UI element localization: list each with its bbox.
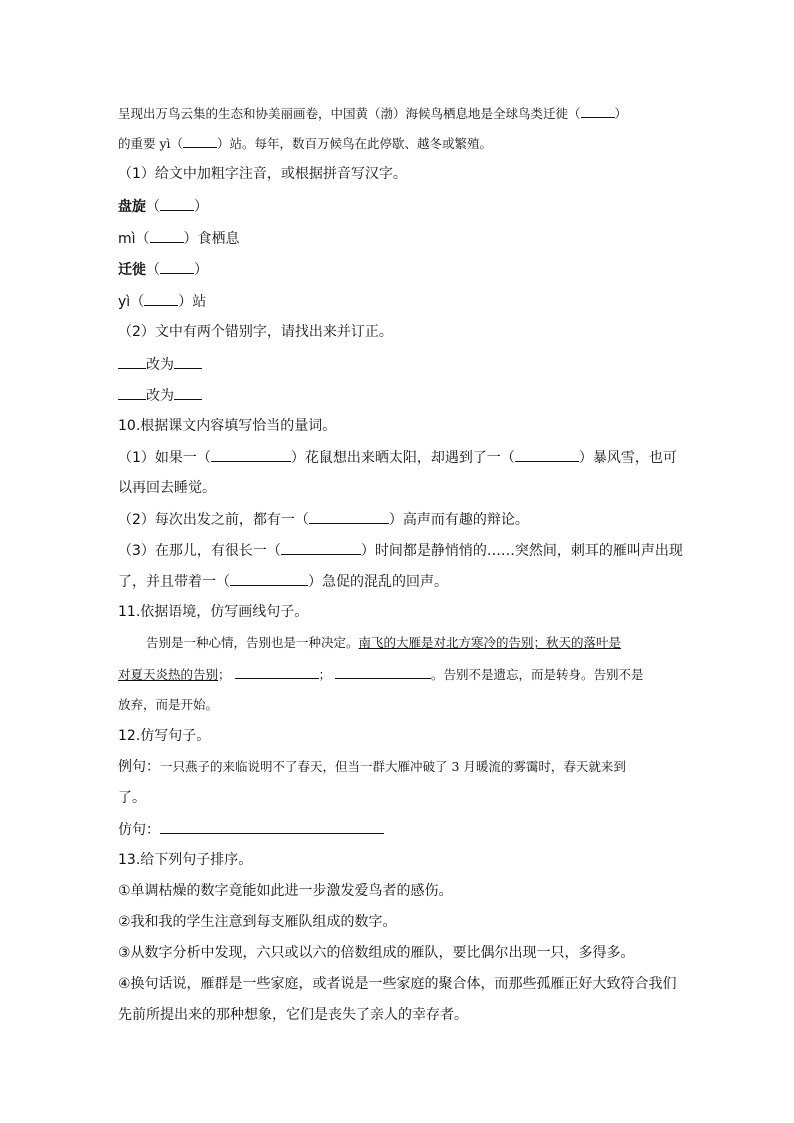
answer-blank[interactable]	[235, 664, 319, 679]
answer-blank[interactable]	[174, 385, 202, 400]
q9-item-2: mì（ ）食栖息	[118, 228, 240, 249]
answer-blank[interactable]	[230, 571, 308, 586]
answer-blank[interactable]	[144, 291, 178, 306]
passage-line-2: 的重要 yì（ ）站。每年，数百万候鸟在此停歇、越冬或繁殖。	[118, 133, 492, 154]
q10-s1-cont: 以再回去睡觉。	[118, 480, 216, 496]
q10-s2: （2）每次出发之前，都有一（ ）高声而有趣的辩论。	[118, 509, 529, 530]
q11-passage-line-2: 对夏天炎热的告别； ； 。告别不是遗忘，而是转身。告别不是	[118, 664, 644, 685]
q13-sentence-3: ③从数字分析中发现，六只或以六的倍数组成的雁队，要比偶尔出现一只，多得多。	[118, 945, 635, 961]
q10-s3: （3）在那儿，有很长一（ ）时间都是静悄悄的……突然间，刺耳的雁叫声出现	[118, 540, 683, 561]
answer-blank[interactable]	[309, 509, 389, 524]
q11-title: 11.依据语境，仿写画线句子。	[118, 604, 309, 620]
q11-passage-line-3: 放弃，而是开始。	[118, 697, 219, 712]
answer-blank[interactable]	[118, 354, 146, 369]
q13-sentence-2: ②我和我的学生注意到每支雁队组成的数字。	[118, 914, 397, 930]
passage-line-1: 呈现出万鸟云集的生态和协美丽画卷，中国黄（渤）海候鸟栖息地是全球鸟类迁徙（ ）	[118, 103, 627, 124]
q12-example-cont: 了。	[118, 790, 146, 806]
q9-sub1: （1）给文中加粗字注音，或根据拼音写汉字。	[118, 166, 407, 182]
q13-title: 13.给下列句子排序。	[118, 852, 253, 868]
q12-example: 例句：一只燕子的来临说明不了春天，但当一群大雁冲破了 3 月暖流的雾霭时，春天就来到	[118, 759, 626, 775]
answer-blank[interactable]	[183, 133, 217, 148]
q12-title: 12.仿写句子。	[118, 728, 211, 744]
q13-sentence-4: ④换句话说，雁群是一些家庭，或者说是一些家庭的聚合体，而那些孤雁正好大致符合我们	[118, 976, 677, 992]
answer-blank[interactable]	[118, 385, 146, 400]
answer-blank[interactable]	[160, 259, 194, 274]
answer-blank[interactable]	[150, 228, 184, 243]
answer-blank[interactable]	[211, 447, 291, 462]
q11-passage-line-1: 告别是一种心情，告别也是一种决定。南飞的大雁是对北方寒冷的告别；秋天的落叶是	[146, 635, 622, 650]
q12-imitate: 仿句：	[118, 819, 384, 840]
answer-blank[interactable]	[160, 819, 384, 834]
q10-s3-cont: 了，并且带着一（ ）急促的混乱的回声。	[118, 571, 448, 592]
q13-sentence-4-cont: 先前所提出来的那种想象，它们是丧失了亲人的幸存者。	[118, 1007, 468, 1023]
answer-blank[interactable]	[174, 354, 202, 369]
q10-title: 10.根据课文内容填写恰当的量词。	[118, 418, 337, 434]
answer-blank[interactable]	[581, 103, 615, 118]
q9-item-4: yì（ ）站	[118, 291, 206, 312]
q9-item-1: 盘旋（ ）	[118, 196, 208, 217]
q10-s1: （1）如果一（ ）花鼠想出来晒太阳，却遇到了一（ ）暴风雪，也可	[118, 447, 677, 468]
answer-blank[interactable]	[515, 447, 579, 462]
q9-sub2: （2）文中有两个错别字，请找出来并订正。	[118, 324, 393, 340]
answer-blank[interactable]	[335, 664, 431, 679]
q13-sentence-1: ①单调枯燥的数字竟能如此进一步激发爱鸟者的感伤。	[118, 883, 453, 899]
q9-item-3: 迁徙（ ）	[118, 259, 208, 280]
q9-correction-2: 改为	[118, 385, 202, 406]
answer-blank[interactable]	[160, 196, 194, 211]
q9-correction-1: 改为	[118, 354, 202, 375]
answer-blank[interactable]	[281, 540, 361, 555]
